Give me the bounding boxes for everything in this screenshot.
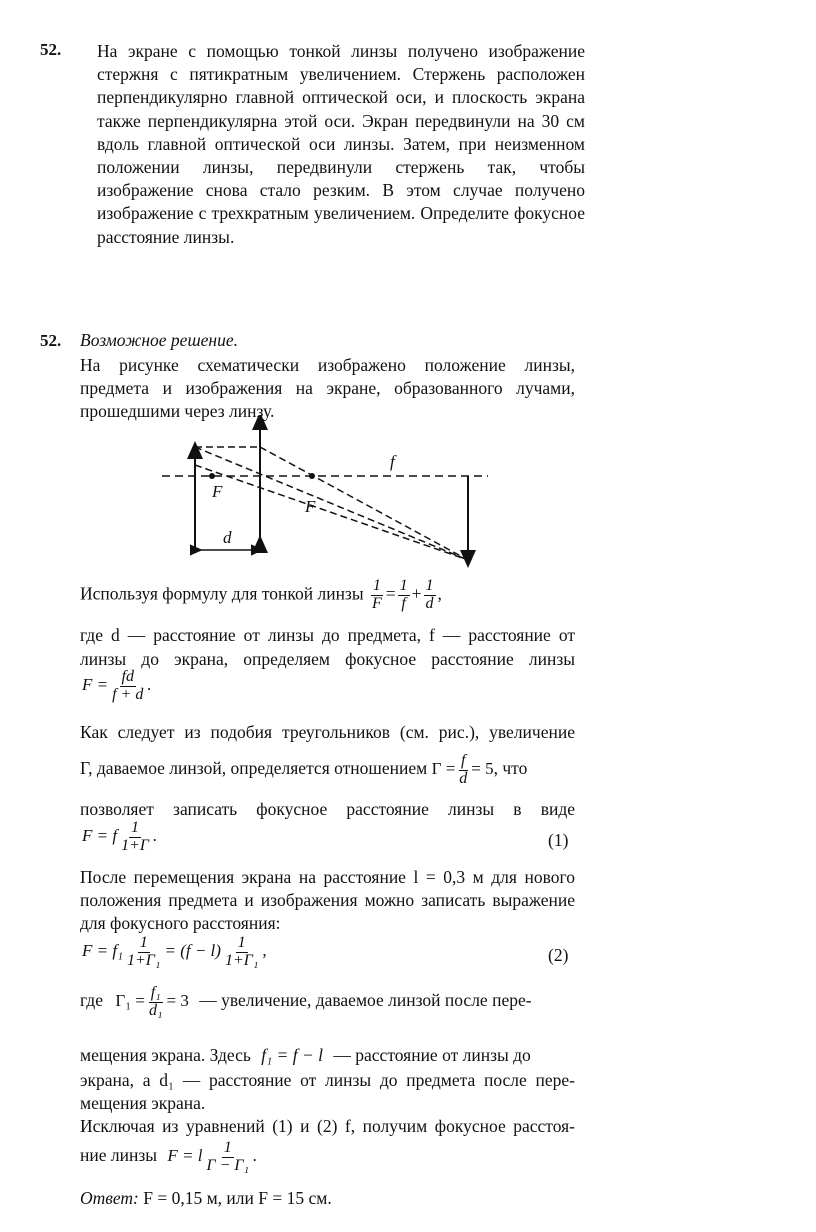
ray-third bbox=[195, 465, 468, 560]
answer-label: Ответ: bbox=[80, 1188, 139, 1208]
answer-text: F = 0,15 м, или F = 15 см. bbox=[143, 1188, 332, 1208]
p3-line1: Как следует из подобия треугольников (см. рис.), увеличение bbox=[80, 722, 575, 742]
focal-point-left bbox=[209, 473, 215, 479]
equation-2-label: (2) bbox=[548, 945, 569, 965]
p5-text: После перемещения экрана на расстояние l = 0,3 м для нового положения предмета и изображения можно записать выражение для фокусного расстояния: bbox=[80, 867, 575, 934]
lens-formula-line: Используя формулу для тонкой линзы $\frac{1}{F}$ = $\frac{1}{f}$ + $\frac{1}{d}$ , bbox=[80, 577, 442, 612]
p2-line2: линзы до экрана, определяем фокусное расстояние линзы bbox=[80, 649, 575, 669]
p7-line2: экрана, а d₁ — расстояние от линзы до предмета после пере- bbox=[80, 1070, 575, 1090]
p8-line1: Исключая из уравнений (1) и (2) f, получим фокусное расстоя- bbox=[80, 1116, 575, 1136]
ray-refracted bbox=[260, 447, 468, 560]
p7-line1: мещения экрана. Здесь f₁ = f − l — расстояние от линзы до bbox=[80, 1045, 531, 1065]
lens-formula-term1: $\frac{1}{f}$ bbox=[399, 577, 408, 612]
label-d: d bbox=[223, 528, 232, 547]
problem-text: На экране с помощью тонкой линзы получено изображение стержня с пятикратным увеличением. Стержень расположен перпендикулярно главной оптической оси, и плоскость экрана также перпендикулярна этой оси. Экран передвинули на 30 см вдоль главной оптической оси линзы. Затем, при неизменном положении линзы, передвинули стержень так, чтобы изображение снова стало резким. В этом случае получено изображение с трехкратным увеличением. Определите фокусное расстояние линзы. bbox=[97, 41, 585, 247]
solution-intro: На рисунке схематически изображено положение линзы, предмета и изображения на экране, образованного лучами, прошедшими через линзу. bbox=[80, 355, 575, 422]
focal-formula: F = $\frac{fd}{f + d}$ . bbox=[82, 668, 152, 703]
lens-formula-lhs: $\frac{1}{F}$ bbox=[371, 577, 382, 612]
p8-line2: ние линзы F = l $\frac{1}{\text{Г − Г₁}}$ . bbox=[80, 1139, 258, 1174]
label-F-right: F bbox=[305, 497, 316, 516]
p4-line1: позволяет записать фокусное расстояние линзы в виде bbox=[80, 799, 575, 819]
lens-formula-intro: Используя формулу для тонкой линзы bbox=[80, 583, 364, 604]
label-f: f bbox=[390, 452, 395, 471]
p7-line3: мещения экрана. bbox=[80, 1093, 206, 1113]
answer-line bbox=[80, 1188, 332, 1209]
ray-center bbox=[195, 447, 468, 560]
solution-heading: Возможное решение. bbox=[80, 330, 239, 350]
p2-line1: где d — расстояние от линзы до предмета, f — расстояние от bbox=[80, 625, 575, 645]
lens-diagram bbox=[150, 415, 500, 570]
label-F-left: F bbox=[212, 482, 223, 501]
p6-line: где Г₁ = $\frac{\text{f₁}}{\text{d₁}}$ = 3 — увеличение, даваемое линзой после пере- bbox=[80, 984, 532, 1019]
lens-formula-term2: $\frac{1}{d}$ bbox=[425, 577, 434, 612]
solution-number: 52. bbox=[40, 331, 62, 350]
equation-2: F = f₁ $\frac{1}{\text{1+Г₁}}$ = (f − l) $\frac{1}{\text{1+Г₁}}$ , bbox=[82, 934, 267, 969]
p3-line2: Г, даваемое линзой, определяется отношением Г = $\frac{f}{d}$ = 5, что bbox=[80, 752, 528, 787]
equation-1: F = f $\frac{1}{1+Г}$ . bbox=[82, 819, 158, 854]
problem-number: 52. bbox=[40, 40, 62, 59]
equation-1-label: (1) bbox=[548, 830, 569, 850]
